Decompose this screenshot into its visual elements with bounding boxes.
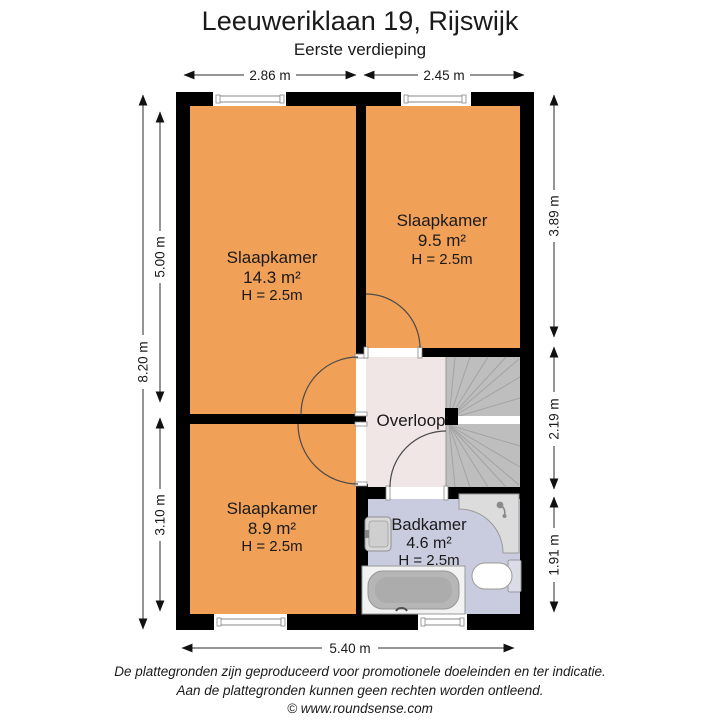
window-bottom-left	[214, 614, 287, 635]
door-opening-bathroom	[388, 487, 446, 499]
dim-left-outer-label: 8.20 m	[135, 341, 151, 383]
shower-head-icon	[497, 502, 504, 509]
bedroom-1-ceiling: H = 2.5m	[241, 287, 303, 304]
bedroom-2-name: Slaapkamer	[396, 211, 488, 230]
washbasin	[365, 517, 391, 551]
dim-top-left-label: 2.86 m	[249, 68, 291, 83]
dim-bottom-label: 5.40 m	[329, 641, 371, 656]
toilet	[472, 560, 521, 592]
bedroom-1-name: Slaapkamer	[226, 248, 318, 267]
room-label-landing: Overloop	[376, 411, 446, 430]
dimension-right-upper	[546, 95, 562, 337]
dim-right-lower-label: 1.91 m	[546, 534, 562, 576]
dimension-right-middle	[546, 347, 562, 489]
bedroom-2-ceiling: H = 2.5m	[411, 251, 473, 268]
stairs-newel-post	[445, 408, 458, 425]
bedroom-3-name: Slaapkamer	[226, 499, 318, 518]
bedroom-2-area: 9.5 m²	[417, 231, 467, 250]
wall-between-bedrooms-top	[356, 106, 366, 348]
disclaimer-line-1: De plattegronden zijn geproduceerd voor promotionele doeleinden en ter indicatie.	[114, 664, 606, 679]
door-opening-bedroom-3	[356, 424, 366, 484]
door-opening-bedroom-2	[366, 348, 420, 357]
bathroom-area: 4.6 m²	[406, 535, 452, 552]
copyright-line: © www.roundsense.com	[287, 701, 433, 716]
wall-landing-bathroom-left	[356, 487, 388, 499]
dim-top-right-label: 2.45 m	[423, 68, 465, 83]
dim-right-upper-label: 3.89 m	[546, 195, 562, 237]
room-floors	[190, 106, 520, 614]
dimension-right-lower	[546, 497, 562, 612]
stairs-handrail-gap	[457, 416, 520, 424]
wall-bedroom2-landing	[420, 348, 520, 357]
bathroom-ceiling: H = 2.5m	[398, 552, 460, 569]
dimension-top-left	[184, 66, 356, 84]
dimension-left-upper	[152, 112, 168, 402]
washbasin-tap	[365, 530, 369, 538]
dim-left-upper-label: 5.00 m	[152, 236, 168, 278]
page-title: Leeuweriklaan 19, Rijswijk	[201, 6, 519, 36]
bedroom-3-area: 8.9 m²	[247, 519, 297, 538]
dimension-left-lower	[152, 418, 168, 611]
door-opening-bedroom-1	[356, 357, 366, 414]
window-top-right	[401, 87, 471, 106]
dimension-left-outer	[135, 95, 151, 629]
bathtub	[362, 566, 465, 614]
wall-bedroom1-bedroom3	[190, 414, 366, 424]
toilet-bowl	[472, 563, 512, 589]
dimension-top-right	[364, 66, 524, 84]
disclaimer-line-2: Aan de plattegronden kunnen geen rechten worden ontleend.	[176, 683, 544, 698]
bathroom-name: Badkamer	[391, 516, 467, 534]
dim-right-middle-label: 2.19 m	[546, 398, 562, 440]
window-bottom-bathroom	[418, 614, 467, 635]
dimension-bottom	[182, 639, 514, 657]
dim-left-lower-label: 3.10 m	[152, 494, 168, 536]
window-top-left	[213, 87, 286, 106]
bedroom-3-ceiling: H = 2.5m	[241, 538, 303, 555]
bedroom-1-area: 14.3 m²	[243, 268, 301, 287]
page-subtitle: Eerste verdieping	[293, 40, 427, 59]
